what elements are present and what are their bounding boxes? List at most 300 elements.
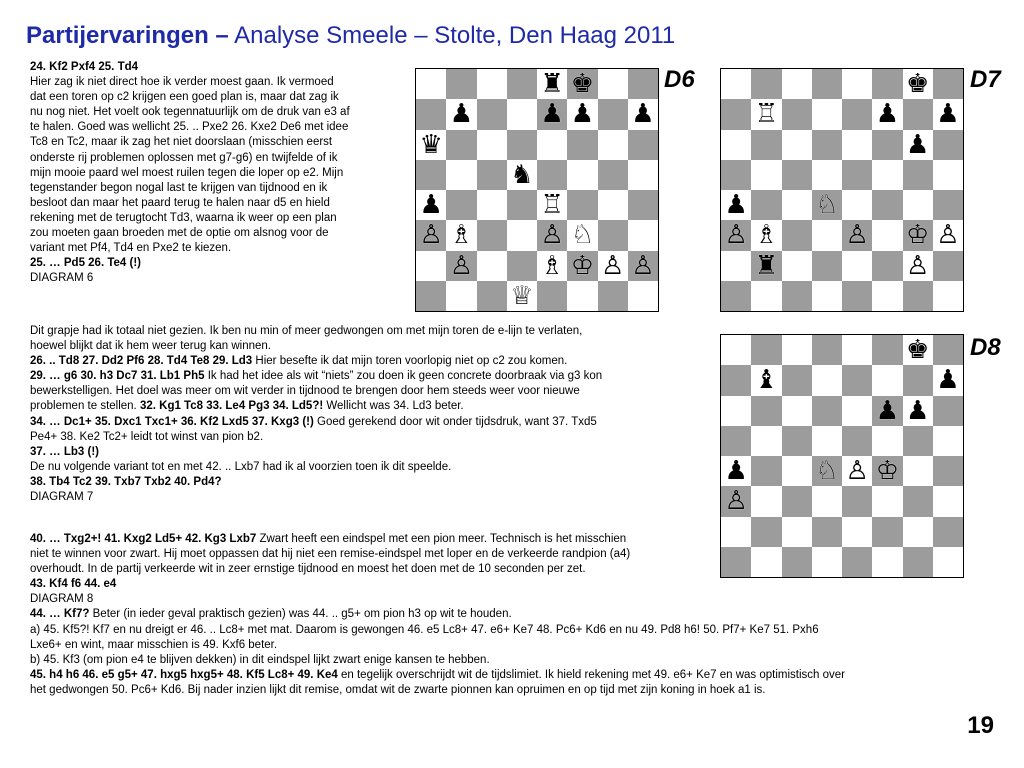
chess-diagram-d7 [720, 68, 964, 312]
board-square [537, 220, 567, 250]
text-line [30, 105, 400, 120]
board-square [903, 69, 933, 99]
board-square [416, 69, 446, 99]
board-square [721, 99, 751, 129]
white-king-icon: ♔ [905, 220, 930, 251]
slide-title-bold: Partijervaringen – [26, 22, 229, 49]
board-square [842, 517, 872, 547]
text-line [30, 415, 700, 430]
board-square [933, 517, 963, 547]
board-square [628, 99, 658, 129]
commentary-text: overhoudt. In de partij verkeerde wit in zeer ernstige tijdnood en moest het doen met de 10 seconden per zet. [30, 563, 586, 576]
white-queen-icon: ♕ [510, 280, 534, 311]
board-square [782, 396, 812, 426]
board-square [933, 426, 963, 456]
board-square [812, 547, 842, 577]
board-square [721, 281, 751, 311]
board-square [598, 251, 628, 281]
board-square [782, 456, 812, 486]
board-square [628, 160, 658, 190]
board-square [751, 426, 781, 456]
board-square [782, 335, 812, 365]
board-square [842, 547, 872, 577]
board-square [933, 547, 963, 577]
white-pawn-icon: ♙ [936, 220, 960, 251]
black-pawn-icon: ♟ [905, 129, 930, 160]
board-square [751, 456, 781, 486]
board-square [872, 426, 902, 456]
board-square [812, 160, 842, 190]
board-square [477, 160, 507, 190]
white-rook-icon: ♖ [754, 99, 779, 130]
board-square [477, 99, 507, 129]
board-square [628, 69, 658, 99]
text-line [30, 638, 960, 653]
board-square [812, 220, 842, 250]
board-square [751, 335, 781, 365]
text-line [30, 354, 700, 369]
text-line [30, 475, 700, 490]
board-square [782, 130, 812, 160]
white-pawn-icon: ♙ [419, 220, 443, 251]
board-square [872, 547, 902, 577]
text-line [30, 90, 400, 105]
board-square [751, 365, 781, 395]
board-square [842, 281, 872, 311]
board-square [751, 547, 781, 577]
commentary-text: rekening met de terugtocht Td3, waarna ik weer op een plan [30, 211, 337, 224]
board-square [598, 99, 628, 129]
board-square [416, 281, 446, 311]
board-square [751, 130, 781, 160]
move-notation: 38. Tb4 Tc2 39. Txb7 Txb2 40. Pd4? [30, 475, 222, 488]
board-square [903, 130, 933, 160]
move-notation: 44. … Kf7? [30, 608, 90, 621]
board-square [842, 335, 872, 365]
board-square [721, 160, 751, 190]
text-line [30, 445, 700, 460]
board-square [537, 130, 567, 160]
analysis-paragraph-1 [30, 60, 400, 286]
text-line [30, 623, 960, 638]
commentary-text: Zwart heeft een eindspel met een pion meer. Technisch is het misschien [256, 533, 627, 545]
board-square [782, 220, 812, 250]
board-square [507, 130, 537, 160]
commentary-text: en tegelijk overschrijdt wit de tijdslimiet. Ik hield rekening met 49. e6+ Ke7 en was optimistisch over [337, 668, 845, 681]
chess-diagram-d6 [415, 68, 659, 312]
board-square [507, 251, 537, 281]
text-line [30, 120, 400, 135]
white-pawn-icon: ♙ [724, 220, 748, 251]
board-square [782, 251, 812, 281]
text-line [30, 490, 700, 505]
board-square [872, 396, 902, 426]
board-square [721, 69, 751, 99]
board-square [872, 365, 902, 395]
board-square [842, 160, 872, 190]
board-square [812, 99, 842, 129]
board-square [751, 160, 781, 190]
board-square [446, 69, 476, 99]
board-square [628, 130, 658, 160]
commentary-text: Goed gerekend door wit onder tijdsdruk, want 37. Txd5 [313, 415, 597, 428]
move-notation: 25. … Pd5 26. Te4 (!) [30, 257, 141, 270]
board-square [872, 251, 902, 281]
black-pawn-icon: ♟ [905, 395, 930, 426]
board-square [782, 365, 812, 395]
board-square [933, 281, 963, 311]
white-knight-icon: ♘ [815, 456, 839, 487]
board-square [477, 281, 507, 311]
commentary-text: Lxe6+ en wint, maar misschien is 49. Kxf6 beter. [30, 638, 278, 651]
black-rook-icon: ♜ [754, 250, 779, 281]
text-line [30, 592, 960, 607]
commentary-text: DIAGRAM 8 [30, 593, 94, 606]
white-bishop-icon: ♗ [540, 250, 564, 281]
board-square [628, 190, 658, 220]
diagram-label-d7: D7 [970, 66, 1001, 93]
board-square [812, 456, 842, 486]
white-king-icon: ♔ [570, 250, 595, 281]
board-square [507, 220, 537, 250]
black-pawn-icon: ♟ [875, 99, 900, 130]
commentary-text: Hier zag ik niet direct hoe ik verder moest gaan. Ik vermoed [30, 76, 334, 89]
board-square [598, 281, 628, 311]
board-square [872, 281, 902, 311]
board-square [782, 190, 812, 220]
white-bishop-icon: ♗ [449, 220, 474, 251]
commentary-text: problemen te stellen. [30, 400, 140, 413]
commentary-text: Tc8 en Tc2, maar ik zag het niet doorslaan (misschien eerst [30, 136, 333, 149]
board-square [537, 99, 567, 129]
board-square [842, 69, 872, 99]
board-square [903, 547, 933, 577]
commentary-text: mijn mooie paard wel moest ruilen tegen die loper op e2. Mijn [30, 166, 344, 179]
board-square [933, 69, 963, 99]
text-line [30, 399, 700, 414]
board-square [812, 130, 842, 160]
board-square [842, 251, 872, 281]
board-square [721, 251, 751, 281]
commentary-text: Wellicht was 34. Ld3 beter. [323, 400, 464, 413]
board-square [567, 69, 597, 99]
board-square [933, 220, 963, 250]
board-square [721, 335, 751, 365]
board-square [933, 130, 963, 160]
board-square [782, 281, 812, 311]
black-pawn-icon: ♟ [419, 190, 443, 221]
board-square [933, 335, 963, 365]
board-square [751, 220, 781, 250]
text-line [30, 607, 960, 622]
black-pawn-icon: ♟ [570, 99, 595, 130]
board-square [537, 160, 567, 190]
board-square [903, 251, 933, 281]
board-square [842, 486, 872, 516]
board-square [721, 220, 751, 250]
commentary-text: a) 45. Kf5?! Kf7 en nu dreigt er 46. .. Lc8+ met mat. Daarom is gewongen 46. e5 Lc8+ 47. e6+ Ke7 48. Pc6+ Kd6 en nu 49. Pd8 h6! 50. Pf7+ Ke7 51. Pxh6 [30, 623, 819, 636]
board-square [842, 99, 872, 129]
diagram-label-d8: D8 [970, 334, 1001, 361]
board-square [782, 69, 812, 99]
board-square [446, 190, 476, 220]
board-square [812, 69, 842, 99]
text-line [30, 430, 700, 445]
black-bishop-icon: ♝ [754, 365, 779, 396]
board-square [812, 396, 842, 426]
commentary-text: DIAGRAM 7 [30, 491, 94, 504]
board-square [567, 220, 597, 250]
commentary-text: zou moeten gaan broeden met de optie om alsnog voor de [30, 227, 329, 240]
board-square [507, 69, 537, 99]
board-square [842, 426, 872, 456]
board-square [812, 335, 842, 365]
board-square [628, 251, 658, 281]
board-square [842, 130, 872, 160]
white-pawn-icon: ♙ [845, 220, 869, 251]
board-square [721, 190, 751, 220]
black-queen-icon: ♛ [419, 129, 443, 160]
board-square [812, 365, 842, 395]
move-notation: 45. h4 h6 46. e5 g5+ 47. hxg5 hxg5+ 48. Kf5 Lc8+ 49. Ke4 [30, 668, 338, 681]
page-number: 19 [967, 712, 994, 739]
board-square [507, 281, 537, 311]
board-square [751, 99, 781, 129]
board-square [812, 486, 842, 516]
white-pawn-icon: ♙ [600, 250, 625, 281]
board-square [598, 130, 628, 160]
board-square [933, 396, 963, 426]
board-square [782, 160, 812, 190]
board-square [446, 160, 476, 190]
board-square [842, 220, 872, 250]
board-square [842, 456, 872, 486]
board-square [567, 160, 597, 190]
board-square [933, 456, 963, 486]
board-square [751, 69, 781, 99]
white-king-icon: ♔ [875, 456, 900, 487]
board-square [872, 190, 902, 220]
commentary-text: variant met Pf4, Td4 en Pxe2 te kiezen. [30, 242, 232, 255]
board-square [721, 365, 751, 395]
board-square [872, 220, 902, 250]
board-square [567, 251, 597, 281]
text-line [30, 668, 960, 683]
board-square [598, 220, 628, 250]
text-line [30, 460, 700, 475]
commentary-text: DIAGRAM 6 [30, 272, 94, 285]
black-rook-icon: ♜ [540, 69, 564, 100]
board-square [782, 517, 812, 547]
board-square [933, 190, 963, 220]
black-pawn-icon: ♟ [936, 365, 960, 396]
commentary-text: onderste rij problemen oplossen met g7-g6) en twijfelde of ik [30, 151, 338, 164]
move-notation: 34. … Dc1+ 35. Dxc1 Txc1+ 36. Kf2 Lxd5 37. Kxg3 (!) [30, 415, 314, 428]
board-square [751, 190, 781, 220]
white-pawn-icon: ♙ [540, 220, 564, 251]
board-square [446, 281, 476, 311]
move-notation: 26. .. Td8 27. Dd2 Pf6 28. Td4 Te8 29. Ld3 [30, 355, 253, 368]
text-line [30, 226, 400, 241]
commentary-text: Ik had het idee als wit “niets” zou doen ik geen concrete doorbraak via g3 kon [204, 370, 603, 383]
board-square [416, 160, 446, 190]
board-square [872, 69, 902, 99]
board-square [782, 426, 812, 456]
board-square [903, 190, 933, 220]
board-square [537, 190, 567, 220]
move-notation: 24. Kf2 Pxf4 25. Td4 [30, 61, 139, 73]
board-square [416, 220, 446, 250]
board-square [721, 517, 751, 547]
text-line [30, 256, 400, 271]
commentary-text: bewerkstelligen. Het doel was meer om wit verder in tijdnood te brengen door hem steeds weer voor nieuwe [30, 385, 580, 398]
board-square [416, 99, 446, 129]
board-square [903, 160, 933, 190]
board-square [598, 160, 628, 190]
board-square [721, 456, 751, 486]
board-square [812, 426, 842, 456]
diagram-label-d6: D6 [664, 66, 695, 93]
text-line [30, 577, 960, 592]
board-square [598, 69, 628, 99]
board-square [416, 130, 446, 160]
commentary-text: besloot dan maar het paard terug te halen naar d5 en hield [30, 196, 330, 209]
commentary-text: De nu volgende variant tot en met 42. .. Lxb7 had ik al voorzien toen ik dit speelde. [30, 460, 452, 473]
move-notation: 37. … Lb3 (!) [30, 445, 100, 458]
board-square [933, 251, 963, 281]
board-square [933, 99, 963, 129]
black-pawn-icon: ♟ [724, 456, 748, 487]
board-square [567, 190, 597, 220]
black-pawn-icon: ♟ [724, 190, 748, 221]
text-line [30, 211, 400, 226]
board-square [903, 281, 933, 311]
black-king-icon: ♚ [570, 69, 595, 100]
board-square [903, 426, 933, 456]
board-square [567, 99, 597, 129]
board-square [477, 130, 507, 160]
slide-title-rest: Analyse Smeele – Stolte, Den Haag 2011 [234, 22, 676, 49]
white-pawn-icon: ♙ [724, 486, 748, 517]
board-square [812, 281, 842, 311]
text-line [30, 166, 400, 181]
board-square [721, 426, 751, 456]
board-square [477, 190, 507, 220]
white-pawn-icon: ♙ [845, 456, 869, 487]
text-line [30, 339, 700, 354]
board-square [537, 251, 567, 281]
board-square [628, 281, 658, 311]
white-pawn-icon: ♙ [905, 250, 930, 281]
commentary-text: hoewel blijkt dat ik hem weer terug kan winnen. [30, 340, 271, 353]
board-square [903, 396, 933, 426]
commentary-text: te halen. Goed was wellicht 25. .. Pxe2 26. Kxe2 De6 met idee [30, 121, 349, 134]
black-pawn-icon: ♟ [449, 99, 474, 130]
board-square [751, 517, 781, 547]
black-king-icon: ♚ [905, 69, 930, 100]
board-square [537, 281, 567, 311]
board-square [782, 547, 812, 577]
board-square [507, 160, 537, 190]
board-square [507, 190, 537, 220]
text-line [30, 135, 400, 150]
white-knight-icon: ♘ [570, 220, 595, 251]
board-square [933, 365, 963, 395]
board-square [446, 130, 476, 160]
board-square [903, 335, 933, 365]
black-knight-icon: ♞ [510, 159, 534, 190]
text-line [30, 75, 400, 90]
board-square [903, 456, 933, 486]
text-line [30, 683, 960, 698]
text-line [30, 324, 700, 339]
commentary-text: tegenstander begon nogal last te krijgen van tijdnood en ik [30, 181, 328, 194]
black-pawn-icon: ♟ [875, 395, 900, 426]
board-square [567, 130, 597, 160]
board-square [903, 517, 933, 547]
move-notation: 43. Kf4 f6 44. e4 [30, 578, 117, 591]
board-square [842, 365, 872, 395]
commentary-text: niet te winnen voor zwart. Hij moet oppassen dat hij niet een remise-eindspel met loper en de verkeerde randpion (a4) [30, 548, 631, 561]
board-square [812, 190, 842, 220]
board-square [567, 281, 597, 311]
text-line [30, 196, 400, 211]
board-square [872, 486, 902, 516]
black-pawn-icon: ♟ [631, 99, 655, 130]
commentary-text: het gedwongen 50. Pc6+ Kd6. Bij nader inzien lijkt dit remise, omdat wit de zwarte pionnen kan opruimen en op tijd met zijn koning in hoek a1 is. [30, 683, 766, 696]
board-square [751, 486, 781, 516]
board-square [721, 130, 751, 160]
board-square [782, 486, 812, 516]
white-pawn-icon: ♙ [631, 250, 655, 281]
chess-diagram-d8 [720, 334, 964, 578]
board-square [416, 190, 446, 220]
text-line [30, 181, 400, 196]
board-square [446, 251, 476, 281]
board-square [751, 251, 781, 281]
board-square [477, 220, 507, 250]
commentary-text: nu nog niet. Het voelt ook tegennatuurlijk om de druk van e3 af [30, 106, 350, 119]
white-knight-icon: ♘ [815, 190, 839, 221]
board-square [872, 160, 902, 190]
commentary-text: b) 45. Kf3 (om pion e4 te blijven dekken) in dit eindspel lijkt zwart enige kansen te hebben. [30, 653, 490, 666]
board-square [721, 396, 751, 426]
commentary-text: Hier besefte ik dat mijn toren voorlopig niet op c2 zou komen. [252, 355, 568, 368]
board-square [446, 99, 476, 129]
board-square [872, 517, 902, 547]
board-square [416, 251, 446, 281]
text-line [30, 151, 400, 166]
board-square [537, 69, 567, 99]
board-square [903, 220, 933, 250]
move-notation: 40. … Txg2+! 41. Kxg2 Ld5+ 42. Kg3 Lxb7 [30, 533, 257, 545]
analysis-paragraph-2 [30, 324, 700, 505]
text-line [30, 369, 700, 384]
black-pawn-icon: ♟ [540, 99, 564, 130]
board-square [782, 99, 812, 129]
board-square [872, 130, 902, 160]
board-square [598, 190, 628, 220]
board-square [721, 547, 751, 577]
black-pawn-icon: ♟ [936, 99, 960, 130]
commentary-text: dat een toren op c2 krijgen een goed plan is, maar dat zag ik [30, 91, 339, 104]
board-square [842, 190, 872, 220]
board-square [751, 396, 781, 426]
board-square [628, 220, 658, 250]
board-square [872, 456, 902, 486]
board-square [933, 486, 963, 516]
board-square [812, 517, 842, 547]
